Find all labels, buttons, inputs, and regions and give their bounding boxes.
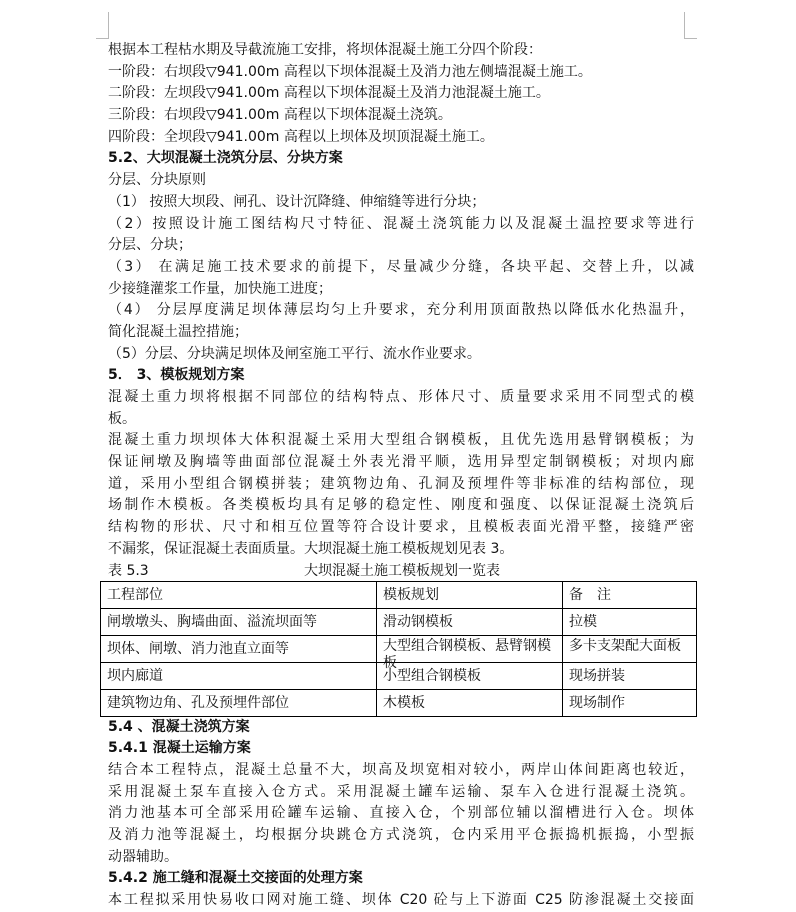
- paragraph-line: 分层、分块；: [108, 237, 192, 254]
- table-cell: 闸墩墩头、胸墙曲面、溢流坝面等: [101, 608, 377, 635]
- page-corner-mark-right: [684, 12, 697, 39]
- paragraph-line: 保证闸墩及胸墙等曲面部位混凝土外表光滑平顺，选用异型定制钢模板；对坝内廊: [108, 454, 694, 471]
- page-corner-mark-left: [96, 12, 109, 39]
- paragraph-line: 二阶段：左坝段▽941.00m 高程以下坝体混凝土及消力池混凝土施工。: [108, 85, 550, 102]
- table-row: [101, 635, 697, 662]
- document-body: [108, 40, 694, 912]
- table-cell-text: 大型组合钢模板、悬臂钢模板: [383, 637, 551, 671]
- paragraph-line: 道，采用小型组合钢模拼装；建筑物边角、孔洞及预埋件等非标准的结构部位，现: [108, 475, 694, 492]
- table-cell: [377, 635, 563, 671]
- paragraph-line: 分层、分块原则: [108, 172, 206, 189]
- table-header-cell: 模板规划: [377, 581, 563, 608]
- table-row: [101, 689, 697, 716]
- section-heading: 5.4 、混凝土浇筑方案: [108, 718, 250, 735]
- table-cell: 拉模: [563, 608, 697, 635]
- paragraph-line: （3） 在满足施工技术要求的前提下，尽量减少分缝，各块平起、交替上升，以减: [108, 258, 694, 275]
- paragraph-line: （2）按照设计施工图结构尺寸特征、混凝土浇筑能力以及混凝土温控要求等进行: [108, 215, 694, 232]
- table-caption-number: 表 5.3: [108, 562, 149, 579]
- section-heading: 5.2、大坝混凝土浇筑分层、分块方案: [108, 150, 343, 167]
- paragraph-line: 四阶段：全坝段▽941.00m 高程以上坝体及坝顶混凝土施工。: [108, 128, 494, 145]
- paragraph-line: （1） 按照大坝段、闸孔、设计沉降缝、伸缩缝等进行分块；: [108, 193, 486, 210]
- table-header-row: [101, 581, 697, 608]
- section-heading: 5． 3、模板规划方案: [108, 367, 245, 384]
- paragraph-line: 消力池基本可全部采用砼罐车运输、直接入仓，个别部位辅以溜槽进行入仓。坝体: [108, 805, 694, 822]
- table-cell: 建筑物边角、孔及预埋件部位: [101, 689, 377, 716]
- table-cell: 坝内廊道: [101, 662, 377, 689]
- paragraph-line: （5）分层、分块满足坝体及闸室施工平行、流水作业要求。: [108, 345, 481, 362]
- paragraph-line: 混凝土重力坝将根据不同部位的结构特点、形体尺寸、质量要求采用不同型式的模: [108, 389, 694, 405]
- paragraph-line: 混凝土重力坝坝体大体积混凝土采用大型组合钢模板，且优先选用悬臂钢模板；为: [108, 432, 694, 449]
- table-cell: 滑动钢模板: [377, 608, 563, 635]
- paragraph-line: 动器辅助。: [108, 848, 178, 865]
- paragraph-line: 结构物的形状、尺寸和相互位置等符合设计要求，且模板表面光滑平整，接缝严密: [108, 519, 694, 536]
- paragraph-line: 板。: [108, 410, 136, 427]
- paragraph-line: （4） 分层厚度满足坝体薄层均匀上升要求，充分利用顶面散热以降低水化热温升，: [108, 302, 694, 319]
- table-caption-title: 大坝混凝土施工模板规划一览表: [304, 562, 500, 579]
- section-heading: 5.4.1 混凝土运输方案: [108, 740, 251, 757]
- table-cell: 现场制作: [563, 689, 697, 716]
- section-heading: 5.4.2 施工缝和混凝土交接面的处理方案: [108, 870, 363, 887]
- table-row: [101, 608, 697, 635]
- paragraph-group-bottom: [108, 717, 694, 912]
- paragraph-line: 三阶段：右坝段▽941.00m 高程以下坝体混凝土浇筑。: [108, 107, 452, 124]
- paragraph-line: 结合本工程特点，混凝土总量不大，坝高及坝宽相对较小，两岸山体间距离也较近，: [108, 761, 694, 778]
- table-cell: 木模板: [377, 689, 563, 716]
- paragraph-line: 采用混凝土泵车直接入仓方式。采用混凝土罐车运输、泵车入仓进行混凝土浇筑。: [108, 783, 694, 800]
- formwork-table: [100, 581, 697, 717]
- table-cell: 小型组合钢模板: [377, 662, 563, 689]
- paragraph-line: 根据本工程枯水期及导截流施工安排，将坝体混凝土施工分四个阶段：: [108, 42, 542, 58]
- paragraph-line: 少接缝灌浆工作量，加快施工进度；: [108, 280, 332, 297]
- paragraph-line: 本工程拟采用快易收口网对施工缝、坝体 C20 砼与上下游面 C25 防渗混凝土交接面: [108, 892, 694, 908]
- paragraph-line: 场制作木模板。各类模板均具有足够的稳定性、刚度和强度、以保证混凝土浇筑后: [108, 497, 694, 514]
- paragraph-line: 及消力池等混凝土，均根据分块跳仓方式浇筑，仓内采用平仓振捣机振捣，小型振: [108, 826, 694, 843]
- table-header-cell: 工程部位: [101, 581, 377, 608]
- table-header-cell: 备 注: [563, 581, 697, 608]
- table-cell: 坝体、闸墩、消力池直立面等: [101, 635, 377, 662]
- paragraph-group-top: [108, 40, 694, 561]
- table-cell-text: 多卡支架配大面板: [569, 637, 681, 654]
- paragraph-line: 简化混凝土温控措施；: [108, 323, 248, 340]
- table-cell: [563, 635, 697, 662]
- table-cell: 现场拼装: [563, 662, 697, 689]
- table-caption: [108, 561, 694, 581]
- paragraph-line: 一阶段：右坝段▽941.00m 高程以下坝体混凝土及消力池左侧墙混凝土施工。: [108, 63, 592, 80]
- table-row: [101, 662, 697, 689]
- paragraph-line: 不漏浆，保证混凝土表面质量。大坝混凝土施工模板规划见表 3。: [108, 540, 514, 557]
